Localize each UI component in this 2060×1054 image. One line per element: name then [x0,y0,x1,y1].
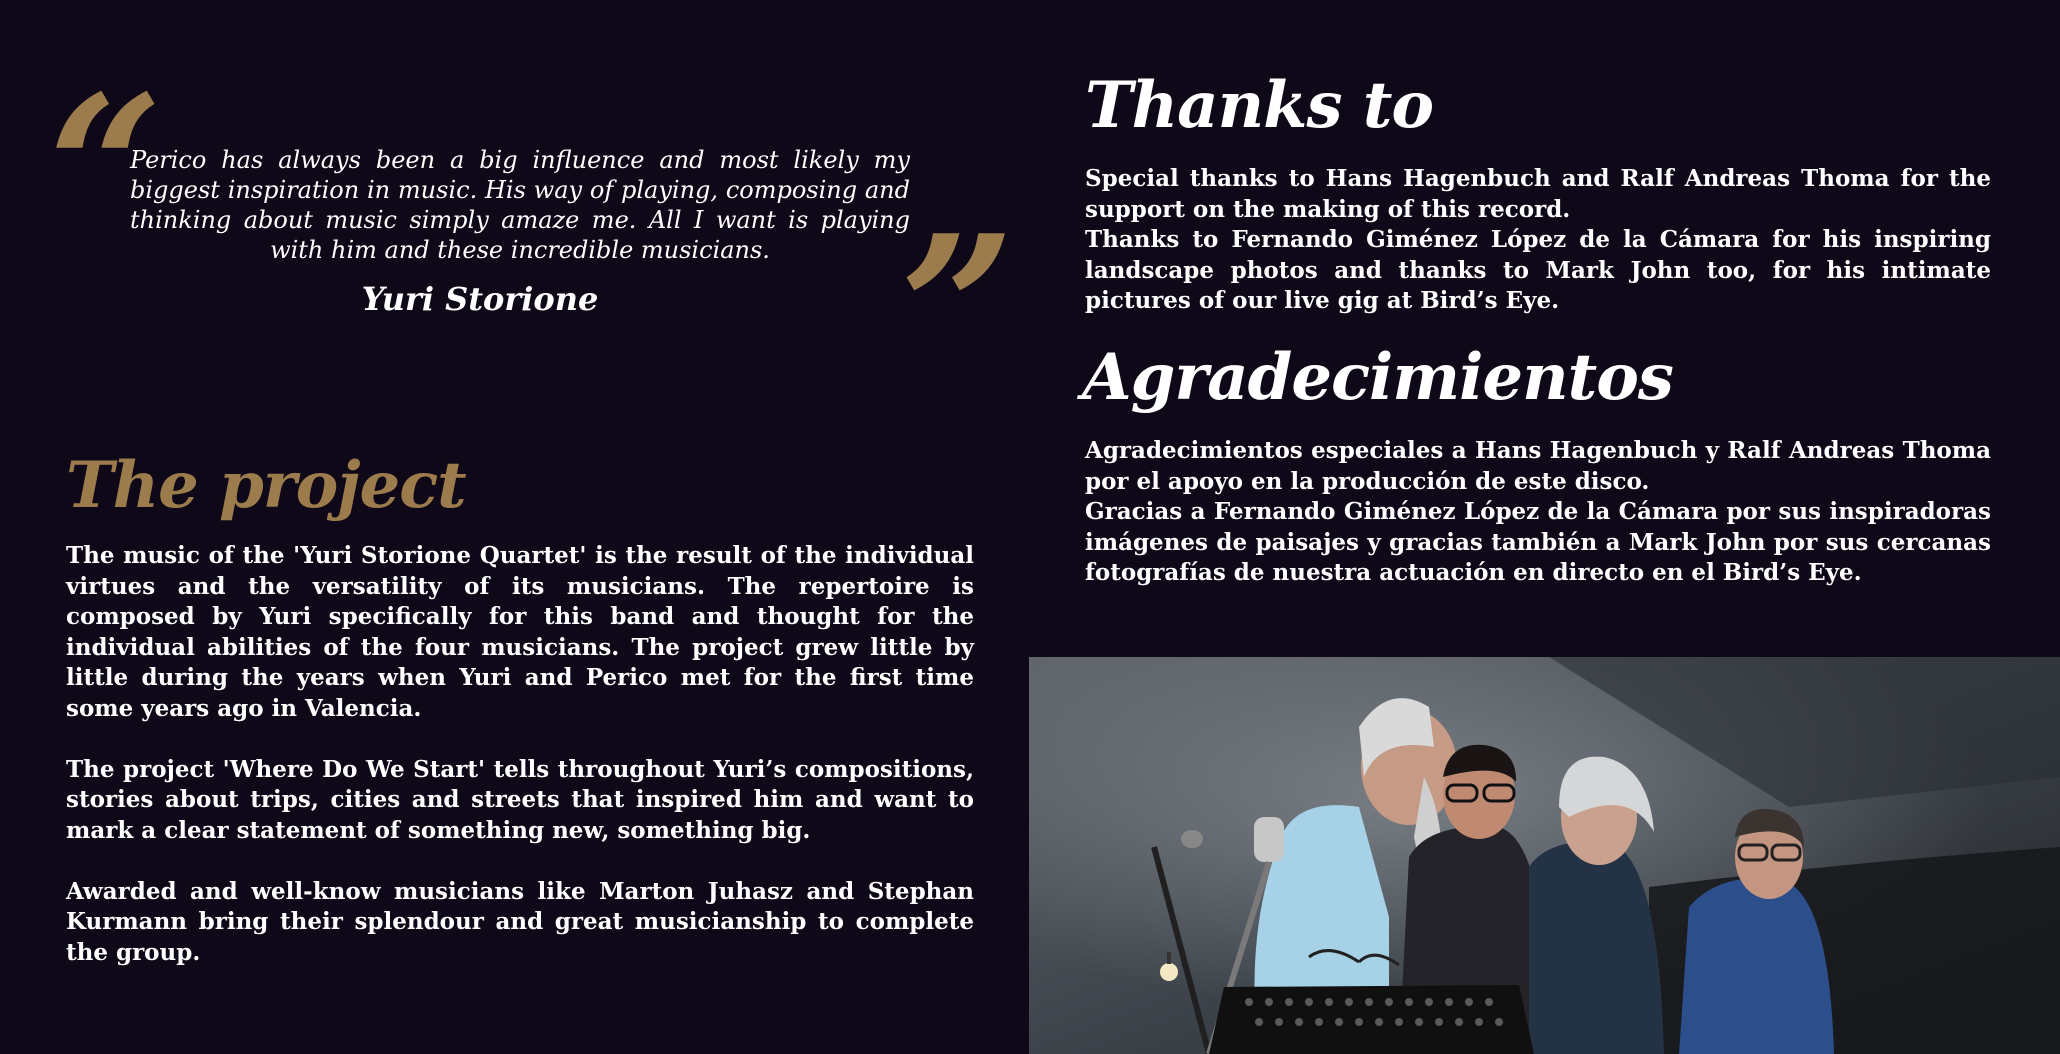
project-body [66,541,974,968]
thanks-line: Special thanks to Hans Hagenbuch and Ralf Andreas Thoma for the support on the making of this record. [1085,165,1991,223]
open-quote-icon: “ [48,52,164,287]
thanks-line: Thanks to Fernando Giménez López de la Cámara for his inspiring landscape photos and thanks to Mark John too, for his intimate pictures of our live gig at Bird’s Eye. [1085,226,1991,314]
project-paragraph: Awarded and well-know musicians like Marton Juhasz and Stephan Kurmann bring their splendour and great musicianship to complete the group. [66,877,974,966]
project-paragraph: The music of the 'Yuri Storione Quartet' is the result of the individual virtues and the versatility of its musicians. The repertoire is composed by Yuri specifically for this band and thought for the individual abilities of the four musicians. The project grew little by little during the years when Yuri and Perico met for the first time some years ago in Valencia. [66,542,974,722]
close-quote-icon: ” [900,192,1016,427]
agradecimientos-line: Agradecimientos especiales a Hans Hagenbuch y Ralf Andreas Thoma por el apoyo en la producción de este disco. [1085,437,1991,495]
agradecimientos-body [1085,436,1991,589]
quote-text: Perico has always been a big influence and most likely my biggest inspiration in music. His way of playing, composing and thinking about music simply amaze me. All I want is playing with him and these incredible musicians. [130,146,910,264]
project-paragraph: The project 'Where Do We Start' tells throughout Yuri’s compositions, stories about trips, cities and streets that inspired him and want to mark a clear statement of something new, something big. [66,755,974,844]
band-photo [1029,657,2060,1054]
agradecimientos-title: Agradecimientos [1082,340,1673,415]
agradecimientos-line: Gracias a Fernando Giménez López de la Cámara por sus inspiradoras imágenes de paisajes y gracias también a Mark John por sus cercanas fotografías de nuestra actuación en directo en el Bird’s Eye. [1085,498,1991,586]
project-title: The project [66,448,466,523]
quote-author: Yuri Storione [361,280,599,318]
thanks-title: Thanks to [1085,68,1434,143]
thanks-body [1085,164,1991,317]
